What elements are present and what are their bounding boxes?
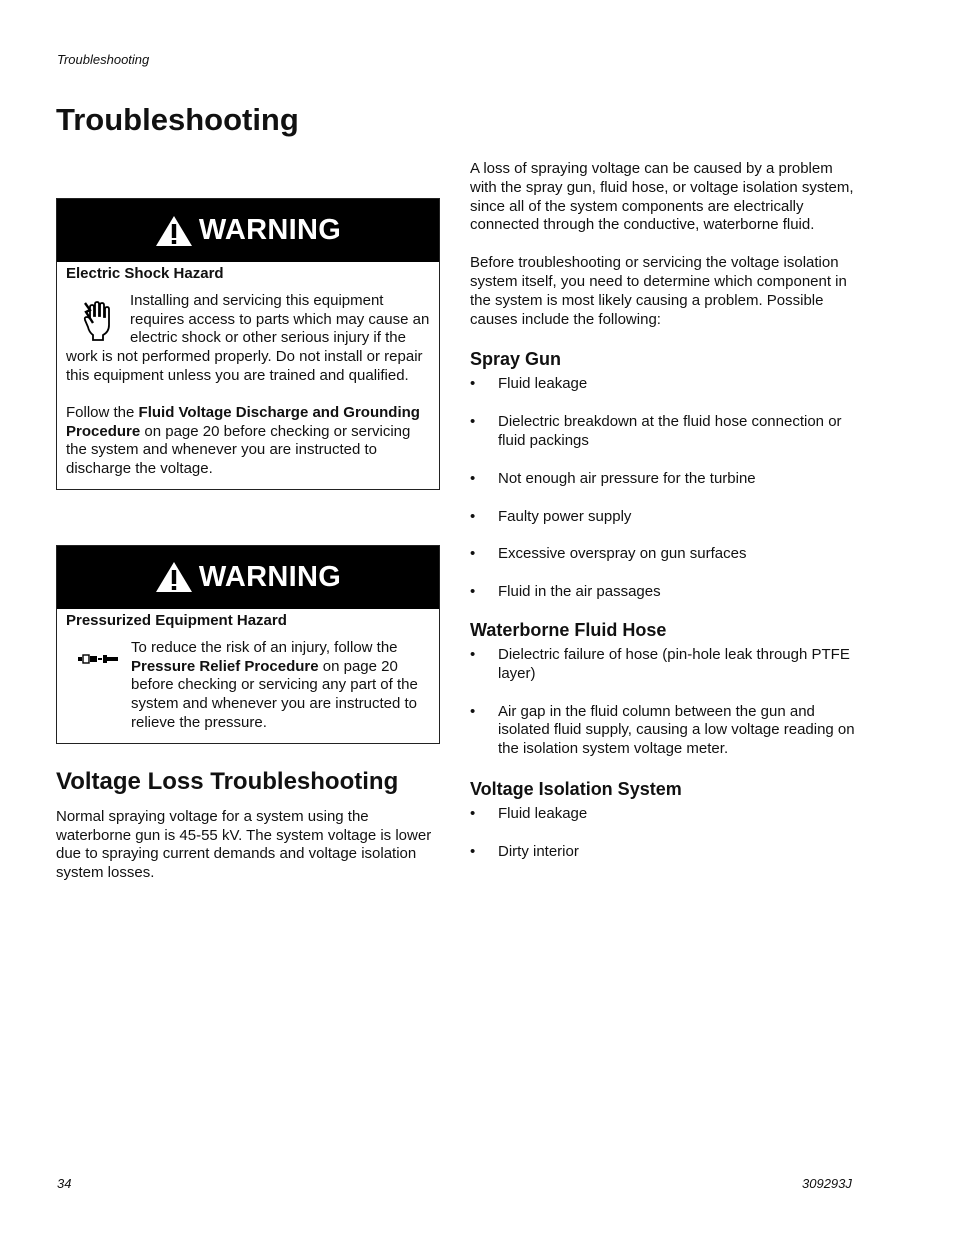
bullet: •: [470, 645, 476, 663]
pressurized-equipment-icon: [66, 639, 130, 679]
warning-triangle-icon: [155, 561, 193, 593]
list-item-text: Faulty power supply: [498, 507, 632, 525]
list-item: [470, 470, 862, 489]
page-number: 34: [57, 1176, 72, 1191]
section-title: Voltage Loss Troubleshooting: [56, 767, 399, 795]
electric-shock-icon: [66, 292, 130, 348]
bullet: •: [470, 375, 476, 393]
list-item-text: Dirty interior: [498, 842, 579, 860]
list-item: [470, 413, 862, 451]
warning-banner: [57, 546, 439, 609]
hazard-title: Electric Shock Hazard: [66, 265, 224, 282]
bullet: •: [470, 469, 476, 487]
instruction-text: To reduce the risk of an injury, follow the: [131, 638, 398, 656]
subsection-title: Voltage Isolation System: [470, 778, 682, 799]
list-item: [470, 375, 862, 394]
running-header: Troubleshooting: [57, 52, 150, 67]
list-item: [470, 583, 862, 602]
intro-paragraph: A loss of spraying voltage can be caused by a problem with the spray gun, fluid hose, or voltage isolation system, since all of the system components are electrically connected through the conductive, waterborne fluid.: [470, 160, 854, 234]
list-item-text: Fluid leakage: [498, 804, 588, 822]
list-item-text: Air gap in the fluid column between the gun and isolated fluid supply, causing a low voltage reading on the isolation system voltage meter.: [498, 702, 855, 758]
warning-box-pressure: [56, 545, 440, 744]
electric-hazard-text: Installing and servicing this equipment requires access to parts which may cause an electric shock or other serious injury if the work is not performed properly. Do not install or repair this equipment unless you are trained and qualified.: [66, 291, 430, 384]
list-item-text: Not enough air pressure for the turbine: [498, 469, 756, 487]
warning-label: WARNING: [198, 560, 342, 593]
warning-box-electric: [56, 198, 440, 490]
subsection-title: Waterborne Fluid Hose: [470, 619, 667, 640]
procedure-reference: Fluid Voltage Discharge and Grounding Procedure: [66, 403, 420, 440]
list-item-text: Excessive overspray on gun surfaces: [498, 545, 747, 563]
list-item: [470, 703, 862, 759]
page-title: Troubleshooting: [56, 102, 299, 137]
list-item-text: Fluid in the air passages: [498, 583, 661, 601]
list-item-text: Dielectric failure of hose (pin-hole leak through PTFE layer): [498, 645, 850, 682]
warning-triangle-icon: [155, 215, 193, 247]
voltage-loss-paragraph: Normal spraying voltage for a system using the waterborne gun is 45-55 kV. The system voltage is lower due to spraying current demands and voltage isolation system losses.: [56, 807, 432, 882]
cause-list: [470, 375, 862, 602]
cause-list: [470, 646, 862, 759]
instruction-text: Follow the: [66, 403, 139, 421]
instruction-text: on page 20 before checking or servicing any part of the system and whenever you are instructed to relieve the pressure.: [131, 657, 418, 731]
list-item: [470, 646, 862, 684]
list-item: [470, 508, 862, 527]
list-item: [470, 805, 862, 824]
cause-list: [470, 805, 862, 862]
bullet: •: [470, 842, 476, 860]
hazard-title: Pressurized Equipment Hazard: [66, 611, 287, 629]
intro-paragraph: Before troubleshooting or servicing the voltage isolation system itself, you need to determine which component in the system is most likely causing a problem. Possible causes include the following:: [470, 254, 847, 328]
bullet: •: [470, 545, 476, 563]
warning-banner: [57, 199, 439, 262]
list-item: [470, 843, 862, 862]
right-column: [470, 160, 862, 862]
bullet: •: [470, 702, 476, 720]
list-item-text: Dielectric breakdown at the fluid hose connection or fluid packings: [498, 413, 842, 449]
electric-hazard-instruction: [66, 404, 430, 479]
procedure-reference: Pressure Relief Procedure: [131, 657, 319, 675]
instruction-text: on page 20 before checking or servicing the system and whenever you are instructed to discharge the voltage.: [66, 422, 411, 478]
bullet: •: [470, 804, 476, 822]
bullet: •: [470, 583, 476, 601]
bullet: •: [470, 507, 476, 525]
left-column: [56, 198, 442, 883]
list-item-text: Fluid leakage: [498, 375, 588, 393]
list-item: [470, 545, 862, 564]
subsection-title: Spray Gun: [470, 349, 562, 370]
warning-label: WARNING: [198, 214, 342, 246]
document-number: 309293J: [802, 1176, 852, 1191]
bullet: •: [470, 413, 476, 431]
